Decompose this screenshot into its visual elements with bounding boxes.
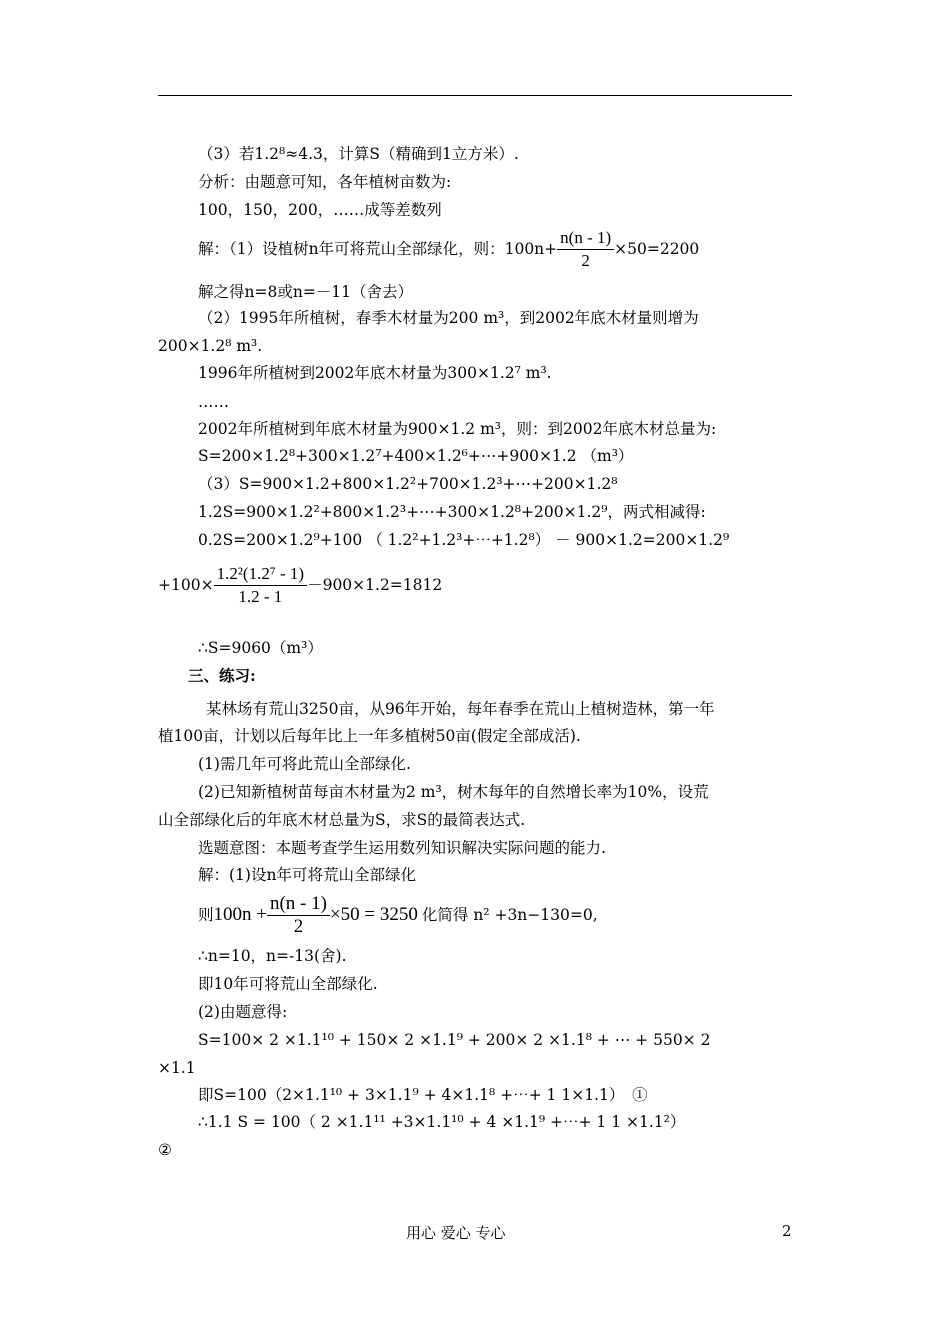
equation-line <box>198 890 598 939</box>
eq-lhs: 100n + <box>213 904 267 925</box>
text-line: (2)由题意得: <box>198 1003 288 1021</box>
text-line: 选题意图：本题考查学生运用数列知识解决实际问题的能力. <box>198 839 606 857</box>
text-line: ∴1.1 S = 100（ 2 ×1.1¹¹ +3×1.1¹⁰ + 4 ×1.1⁹ +⋯+ 1 1 ×1.1²） <box>198 1113 686 1131</box>
text-line: 山全部绿化后的年底木材总量为S，求S的最简表达式. <box>158 811 526 829</box>
text-line: 0.2S=200×1.2⁹+100 （ 1.2²+1.2³+⋯+1.2⁸） － 900×1.2=200×1.2⁹ <box>198 531 730 549</box>
text-line: 即10年可将荒山全部绿化. <box>198 975 378 993</box>
text-line: 分析：由题意可知，各年植树亩数为: <box>198 173 452 191</box>
calculation-line <box>158 560 442 609</box>
text-line: ∴S=9060（m³） <box>198 639 323 657</box>
section-heading: 三、练习: <box>188 666 256 685</box>
text-line: ② <box>158 1141 172 1159</box>
text-line: 解之得n=8或n=－11（舍去） <box>198 283 414 301</box>
text-line: 植100亩，计划以后每年比上一年多植树50亩(假定全部成活). <box>158 727 581 745</box>
solve1-suffix: ×50=2200 <box>614 240 700 258</box>
text-line: S=200×1.2⁸+300×1.2⁷+400×1.2⁶+⋯+900×1.2 （m³） <box>198 447 634 465</box>
text-line: 1.2S=900×1.2²+800×1.2³+⋯+300×1.2⁸+200×1.2⁹，两式相减得: <box>198 503 706 521</box>
text-line: 200×1.2⁸ m³. <box>158 337 263 355</box>
text-line: 1996年所植树到2002年底木材量为300×1.2⁷ m³. <box>198 364 552 382</box>
eq-rhs: ×50 = 3250 <box>329 904 418 925</box>
fraction <box>557 227 614 272</box>
text-line: 即S=100（2×1.1¹⁰ + 3×1.1⁹ + 4×1.1⁸ +⋯+ 1 1×1.1） ① <box>198 1086 648 1104</box>
fraction-numerator: 1.2²(1.2⁷ - 1) <box>214 563 308 586</box>
text-line: （2）1995年所植树，春季木材量为200 m³，到2002年底木材量则增为 <box>198 309 699 327</box>
footer-slogan: 用心 爱心 专心 <box>406 1224 506 1242</box>
text-line: 100，150，200，……成等差数列 <box>198 201 442 219</box>
fraction-numerator: n(n - 1) <box>267 893 330 916</box>
calc-prefix: +100× <box>158 576 214 594</box>
text-line: S=100× 2 ×1.1¹⁰ + 150× 2 ×1.1⁹ + 200× 2 ×1.1⁸ + ⋯ + 550× 2 <box>198 1031 711 1049</box>
solution-step-1 <box>198 224 699 273</box>
text-line: 2002年所植树到年底木材量为900×1.2 m³，则：到2002年底木材总量为: <box>198 420 717 438</box>
text-line: 某林场有荒山3250亩，从96年开始，每年春季在荒山上植树造林，第一年 <box>206 700 715 718</box>
solve1-prefix: 解：（1）设植树n年可将荒山全部绿化，则：100n+ <box>198 240 558 258</box>
text-line: ∴n=10，n=-13(舍). <box>198 947 347 965</box>
fraction <box>267 893 330 938</box>
eq-prefix: 则 <box>198 906 214 924</box>
text-line: (1)需几年可将此荒山全部绿化. <box>198 755 411 773</box>
text-line: (2)已知新植树苗每亩木材量为2 m³，树木每年的自然增长率为10%，设荒 <box>198 783 709 801</box>
fraction-denominator: 2 <box>581 250 590 270</box>
text-line: （3）若1.2⁸≈4.3，计算S（精确到1立方米）. <box>198 145 519 163</box>
eq-suffix: 化简得 n² +3n−130=0, <box>421 906 598 924</box>
fraction-denominator: 1.2 - 1 <box>238 586 283 606</box>
text-line: 解：(1)设n年可将荒山全部绿化 <box>198 866 416 884</box>
header-rule <box>158 95 792 96</box>
page-number: 2 <box>782 1222 792 1240</box>
text-line: …… <box>198 393 229 411</box>
text-line: ×1.1 <box>158 1059 196 1077</box>
fraction-denominator: 2 <box>293 915 304 937</box>
fraction <box>214 563 308 608</box>
calc-suffix: －900×1.2=1812 <box>307 576 443 594</box>
fraction-numerator: n(n - 1) <box>557 227 614 250</box>
text-line: （3）S=900×1.2+800×1.2²+700×1.2³+⋯+200×1.2⁸ <box>198 475 618 493</box>
